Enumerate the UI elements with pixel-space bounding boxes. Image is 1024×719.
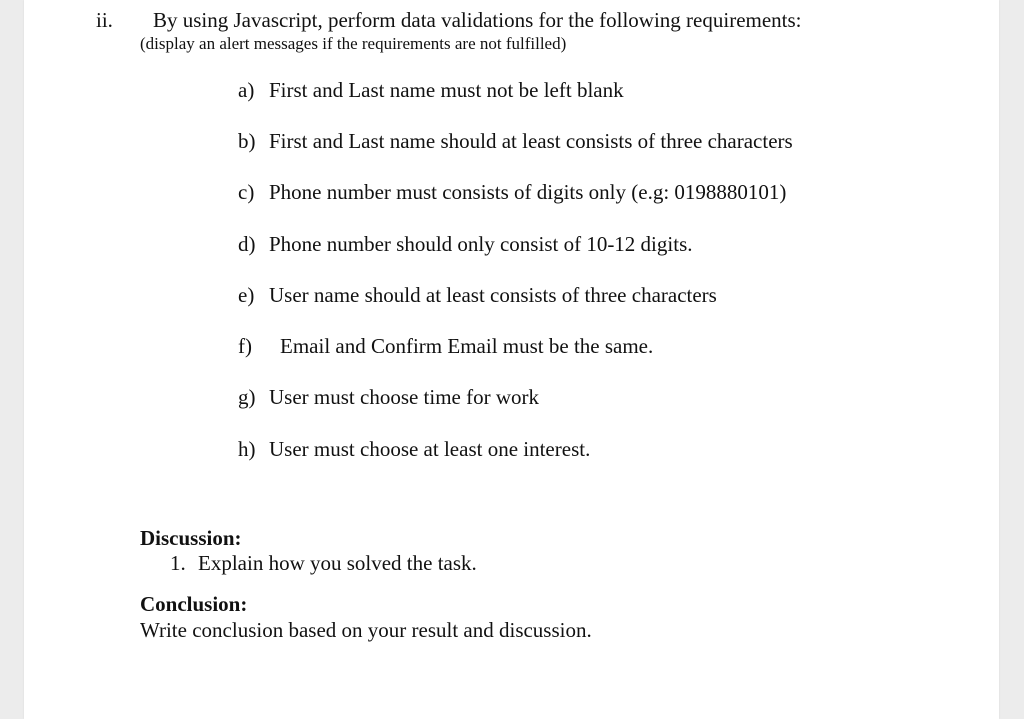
requirement-letter: g) — [238, 385, 256, 409]
requirement-letter: d) — [238, 232, 256, 256]
requirement-text: User must choose time for work — [269, 385, 540, 409]
requirement-letter: a) — [238, 78, 255, 102]
requirement-text: Email and Confirm Email must be the same. — [280, 334, 654, 358]
requirement-text: Phone number should only consist of 10-12 digits. — [269, 232, 693, 256]
requirement-text: User name should at least consists of three characters — [269, 283, 717, 307]
requirement-item — [238, 180, 786, 205]
question-text: By using Javascript, perform data validations for the following requirements: — [153, 8, 802, 32]
requirement-item — [238, 283, 717, 308]
conclusion-text: Write conclusion based on your result and discussion. — [140, 618, 592, 642]
requirement-text: First and Last name must not be left blank — [269, 78, 624, 102]
requirement-item — [238, 437, 590, 462]
document-page — [24, 0, 999, 719]
question-number: ii. — [96, 8, 113, 32]
requirement-letter: b) — [238, 129, 256, 153]
requirement-letter: f) — [238, 334, 252, 358]
requirement-text: First and Last name should at least consists of three characters — [269, 129, 793, 153]
requirement-letter: e) — [238, 283, 255, 307]
conclusion-heading: Conclusion: — [140, 592, 248, 616]
requirement-item — [238, 232, 693, 257]
discussion-heading: Discussion: — [140, 526, 242, 550]
requirement-item — [238, 334, 653, 359]
requirement-letter: c) — [238, 180, 255, 204]
requirement-item — [238, 129, 793, 154]
discussion-item-number: 1. — [170, 551, 186, 575]
requirement-text: Phone number must consists of digits only (e.g: 0198880101) — [269, 180, 787, 204]
requirement-item — [238, 78, 624, 103]
requirement-item — [238, 385, 539, 410]
requirement-text: User must choose at least one interest. — [269, 437, 591, 461]
discussion-item-text: Explain how you solved the task. — [198, 551, 477, 575]
requirement-letter: h) — [238, 437, 256, 461]
question-note: (display an alert messages if the requirements are not fulfilled) — [140, 34, 567, 53]
discussion-item — [170, 551, 477, 576]
